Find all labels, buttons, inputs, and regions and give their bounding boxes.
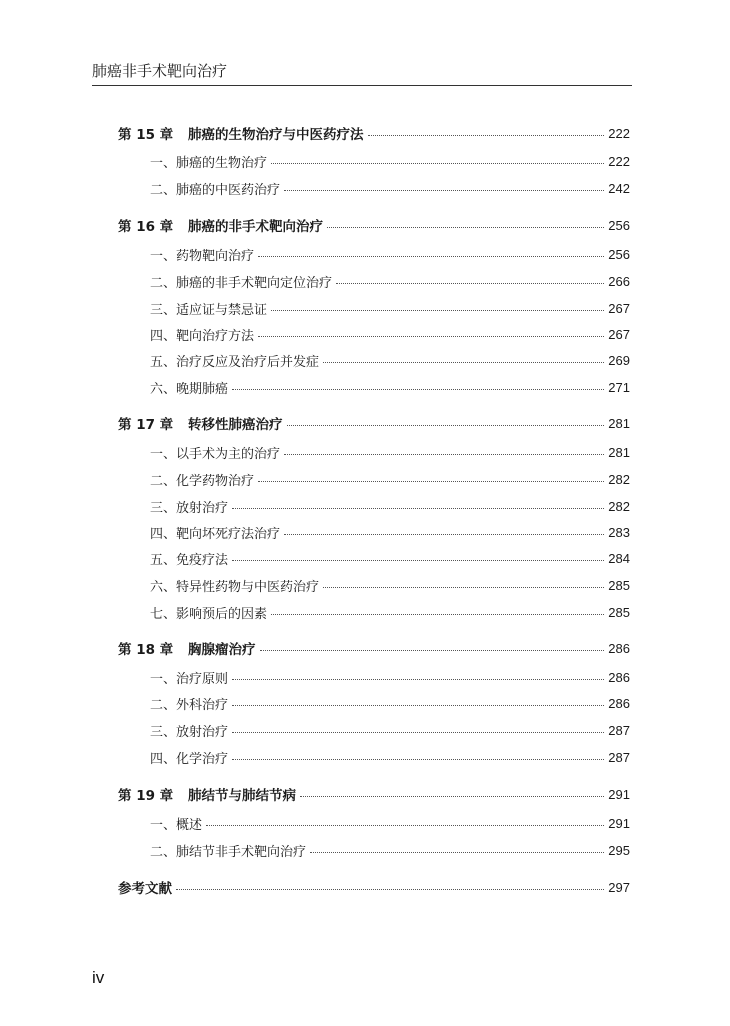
entry-page-number: 271 bbox=[608, 379, 630, 395]
dot-leader bbox=[287, 424, 605, 426]
entry-page-number: 297 bbox=[608, 879, 630, 895]
entry-title: 六、晚期肺癌 bbox=[150, 381, 229, 397]
entry-title: 四、化学治疗 bbox=[150, 751, 229, 767]
entry-title: 四、靶向治疗方法 bbox=[150, 328, 255, 344]
entry-title: 一、肺癌的生物治疗 bbox=[150, 155, 268, 171]
dot-leader bbox=[232, 507, 604, 509]
chapter-number: 第 15 章 bbox=[118, 127, 174, 143]
entry-title: 三、放射治疗 bbox=[150, 500, 229, 516]
chapter-number: 第 16 章 bbox=[118, 219, 174, 235]
entry-page-number: 256 bbox=[608, 246, 630, 262]
entry-title: 参考文献 bbox=[118, 881, 172, 897]
entry-title: 二、肺结节非手术靶向治疗 bbox=[150, 844, 307, 860]
entry-title: 二、化学药物治疗 bbox=[150, 473, 255, 489]
dot-leader bbox=[258, 480, 604, 482]
entry-title: 二、外科治疗 bbox=[150, 697, 229, 713]
dot-leader bbox=[284, 453, 604, 455]
toc-section-entry[interactable] bbox=[150, 495, 630, 517]
entry-page-number: 291 bbox=[608, 786, 630, 802]
dot-leader bbox=[368, 134, 605, 136]
toc-section-entry[interactable] bbox=[150, 719, 630, 741]
entry-page-number: 267 bbox=[608, 326, 630, 342]
entry-page-number: 267 bbox=[608, 300, 630, 316]
dot-leader bbox=[176, 888, 604, 890]
dot-leader bbox=[310, 851, 604, 853]
entry-title: 胸腺瘤治疗 bbox=[188, 642, 256, 658]
entry-page-number: 282 bbox=[608, 498, 630, 514]
entry-title: 二、肺癌的非手术靶向定位治疗 bbox=[150, 275, 333, 291]
dot-leader bbox=[232, 704, 604, 706]
entry-page-number: 291 bbox=[608, 815, 630, 831]
running-header: 肺癌非手术靶向治疗 bbox=[92, 62, 228, 80]
dot-leader bbox=[232, 758, 604, 760]
dot-leader bbox=[232, 388, 604, 390]
toc-section-entry[interactable] bbox=[150, 521, 630, 543]
toc-chapter-entry[interactable] bbox=[118, 412, 630, 434]
dot-leader bbox=[300, 795, 604, 797]
entry-page-number: 222 bbox=[608, 153, 630, 169]
chapter-number: 第 17 章 bbox=[118, 417, 174, 433]
toc-section-entry[interactable] bbox=[150, 441, 630, 463]
toc-chapter-entry[interactable] bbox=[118, 637, 630, 659]
chapter-number: 第 18 章 bbox=[118, 642, 174, 658]
entry-page-number: 282 bbox=[608, 471, 630, 487]
entry-title: 五、治疗反应及治疗后并发症 bbox=[150, 354, 320, 370]
entry-page-number: 269 bbox=[608, 352, 630, 368]
entry-title: 肺癌的非手术靶向治疗 bbox=[188, 219, 323, 235]
entry-title: 三、放射治疗 bbox=[150, 724, 229, 740]
toc-section-entry[interactable] bbox=[150, 574, 630, 596]
entry-title: 肺癌的生物治疗与中医药疗法 bbox=[188, 127, 364, 143]
toc-chapter-entry[interactable] bbox=[118, 876, 630, 898]
toc-section-entry[interactable] bbox=[150, 243, 630, 265]
entry-page-number: 287 bbox=[608, 749, 630, 765]
entry-page-number: 256 bbox=[608, 217, 630, 233]
entry-page-number: 222 bbox=[608, 125, 630, 141]
entry-page-number: 281 bbox=[608, 444, 630, 460]
entry-page-number: 286 bbox=[608, 695, 630, 711]
entry-page-number: 242 bbox=[608, 180, 630, 196]
dot-leader bbox=[323, 586, 604, 588]
entry-page-number: 283 bbox=[608, 524, 630, 540]
dot-leader bbox=[258, 255, 604, 257]
toc-section-entry[interactable] bbox=[150, 177, 630, 199]
dot-leader bbox=[271, 309, 604, 311]
entry-page-number: 287 bbox=[608, 722, 630, 738]
dot-leader bbox=[271, 613, 604, 615]
entry-title: 一、药物靶向治疗 bbox=[150, 248, 255, 264]
entry-page-number: 281 bbox=[608, 415, 630, 431]
entry-page-number: 266 bbox=[608, 273, 630, 289]
toc-section-entry[interactable] bbox=[150, 666, 630, 688]
header-rule bbox=[92, 85, 632, 86]
dot-leader bbox=[284, 189, 604, 191]
toc-section-entry[interactable] bbox=[150, 468, 630, 490]
toc-section-entry[interactable] bbox=[150, 323, 630, 345]
entry-page-number: 295 bbox=[608, 842, 630, 858]
entry-title: 二、肺癌的中医药治疗 bbox=[150, 182, 281, 198]
toc-section-entry[interactable] bbox=[150, 547, 630, 569]
entry-title: 一、概述 bbox=[150, 817, 203, 833]
dot-leader bbox=[258, 335, 604, 337]
dot-leader bbox=[271, 162, 604, 164]
entry-title: 肺结节与肺结节病 bbox=[188, 788, 296, 804]
entry-page-number: 286 bbox=[608, 640, 630, 656]
dot-leader bbox=[323, 361, 604, 363]
toc-section-entry[interactable] bbox=[150, 692, 630, 714]
toc-section-entry[interactable] bbox=[150, 349, 630, 371]
toc-chapter-entry[interactable] bbox=[118, 783, 630, 805]
entry-title: 六、特异性药物与中医药治疗 bbox=[150, 579, 320, 595]
entry-title: 四、靶向坏死疗法治疗 bbox=[150, 526, 281, 542]
page-number: iv bbox=[92, 968, 105, 987]
dot-leader bbox=[206, 824, 604, 826]
entry-title: 转移性肺癌治疗 bbox=[188, 417, 283, 433]
dot-leader bbox=[327, 226, 604, 228]
entry-title: 一、以手术为主的治疗 bbox=[150, 446, 281, 462]
dot-leader bbox=[232, 731, 604, 733]
dot-leader bbox=[232, 559, 604, 561]
entry-title: 五、免疫疗法 bbox=[150, 552, 229, 568]
toc-section-entry[interactable] bbox=[150, 297, 630, 319]
dot-leader bbox=[284, 533, 604, 535]
toc-chapter-entry[interactable] bbox=[118, 214, 630, 236]
toc-section-entry[interactable] bbox=[150, 601, 630, 623]
dot-leader bbox=[232, 678, 604, 680]
entry-page-number: 286 bbox=[608, 669, 630, 685]
toc-section-entry[interactable] bbox=[150, 270, 630, 292]
toc-section-entry[interactable] bbox=[150, 812, 630, 834]
toc-section-entry[interactable] bbox=[150, 839, 630, 861]
toc-section-entry[interactable] bbox=[150, 746, 630, 768]
dot-leader bbox=[260, 649, 605, 651]
entry-title: 七、影响预后的因素 bbox=[150, 606, 268, 622]
toc-section-entry[interactable] bbox=[150, 150, 630, 172]
entry-title: 一、治疗原则 bbox=[150, 671, 229, 687]
entry-page-number: 285 bbox=[608, 577, 630, 593]
entry-page-number: 284 bbox=[608, 550, 630, 566]
chapter-number: 第 19 章 bbox=[118, 788, 174, 804]
dot-leader bbox=[336, 282, 604, 284]
entry-title: 三、适应证与禁忌证 bbox=[150, 302, 268, 318]
toc-chapter-entry[interactable] bbox=[118, 122, 630, 144]
entry-page-number: 285 bbox=[608, 604, 630, 620]
toc-section-entry[interactable] bbox=[150, 376, 630, 398]
